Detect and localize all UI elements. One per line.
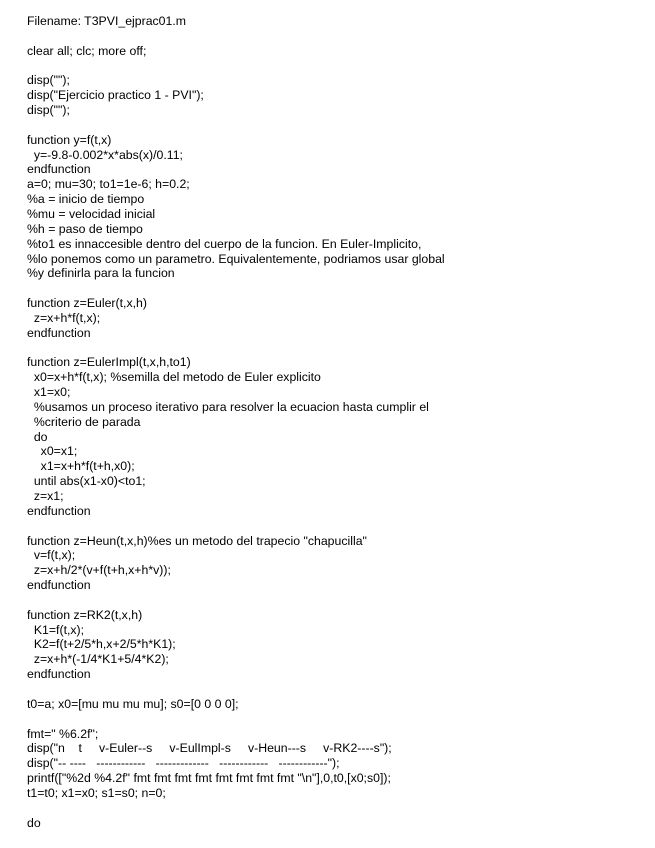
code-line: t1=t0; x1=x0; s1=s0; n=0;	[27, 785, 166, 800]
code-line: do	[27, 815, 41, 830]
code-line: y=-9.8-0.002*x*abs(x)/0.11;	[27, 147, 183, 162]
code-line: %h = paso de tiempo	[27, 221, 143, 236]
code-line: disp("n t v-Euler--s v-EulImpl-s v-Heun---s v-RK2----s");	[27, 741, 392, 756]
code-line: clear all; clc; more off;	[27, 43, 147, 58]
code-line: function z=EulerImpl(t,x,h,to1)	[27, 355, 191, 370]
blank-line	[27, 341, 647, 356]
code-line: K1=f(t,x);	[27, 622, 85, 637]
code-line: endfunction	[27, 503, 91, 518]
code-line: function z=Heun(t,x,h)%es un metodo del trapecio "chapucilla"	[27, 533, 367, 548]
code-line: function y=f(t,x)	[27, 132, 112, 147]
blank-line	[27, 801, 647, 816]
code-line: v=f(t,x);	[27, 548, 76, 563]
code-line: a=0; mu=30; to1=1e-6; h=0.2;	[27, 177, 190, 192]
code-line: endfunction	[27, 578, 91, 593]
code-line: z=x+h/2*(v+f(t+h,x+h*v));	[27, 563, 171, 578]
code-line: K2=f(t+2/5*h,x+2/5*h*K1);	[27, 637, 176, 652]
code-line: do	[27, 429, 48, 444]
blank-line	[27, 29, 647, 44]
code-line: %usamos un proceso iterativo para resolver la ecuacion hasta cumplir el	[27, 399, 429, 414]
code-line: disp("Ejercicio practico 1 - PVI");	[27, 88, 204, 103]
code-line: t0=a; x0=[mu mu mu mu]; s0=[0 0 0 0];	[27, 696, 239, 711]
code-line: Filename: T3PVI_ejprac01.m	[27, 14, 187, 28]
code-line: x1=x+h*f(t+h,x0);	[27, 459, 135, 474]
code-line: %y definirla para la funcion	[27, 266, 175, 281]
code-line: function z=Euler(t,x,h)	[27, 296, 147, 311]
code-line: endfunction	[27, 325, 91, 340]
code-line: %criterio de parada	[27, 414, 141, 429]
code-line: endfunction	[27, 162, 91, 177]
code-line: endfunction	[27, 667, 91, 682]
blank-line	[27, 59, 647, 74]
blank-line	[27, 593, 647, 608]
code-line: function z=RK2(t,x,h)	[27, 607, 143, 622]
code-line: disp("");	[27, 103, 70, 118]
code-line: disp("-- ---- ------------ ------------- ------------ ------------");	[27, 756, 340, 771]
code-line: %lo ponemos como un parametro. Equivalentemente, podriamos usar global	[27, 251, 445, 266]
blank-line	[27, 118, 647, 133]
code-line: z=x+h*f(t,x);	[27, 310, 101, 325]
code-line: x1=x0;	[27, 385, 71, 400]
code-document	[27, 14, 647, 830]
blank-line	[27, 712, 647, 727]
blank-line	[27, 281, 647, 296]
code-line: fmt=" %6.2f";	[27, 726, 99, 741]
code-line: disp("");	[27, 73, 70, 88]
code-line: x0=x+h*f(t,x); %semilla del metodo de Euler explicito	[27, 370, 321, 385]
code-line: printf(["%2d %4.2f" fmt fmt fmt fmt fmt fmt fmt fmt "\n"],0,t0,[x0;s0]);	[27, 771, 391, 786]
code-line: z=x+h*(-1/4*K1+5/4*K2);	[27, 652, 169, 667]
blank-line	[27, 682, 647, 697]
code-line: z=x1;	[27, 489, 64, 503]
code-line: until abs(x1-x0)<to1;	[27, 474, 146, 489]
code-line: %a = inicio de tiempo	[27, 192, 145, 207]
code-line: %to1 es innaccesible dentro del cuerpo de la funcion. En Euler-Implicito,	[27, 236, 422, 251]
blank-line	[27, 519, 647, 534]
code-line: x0=x1;	[27, 444, 78, 459]
code-line: %mu = velocidad inicial	[27, 206, 156, 221]
